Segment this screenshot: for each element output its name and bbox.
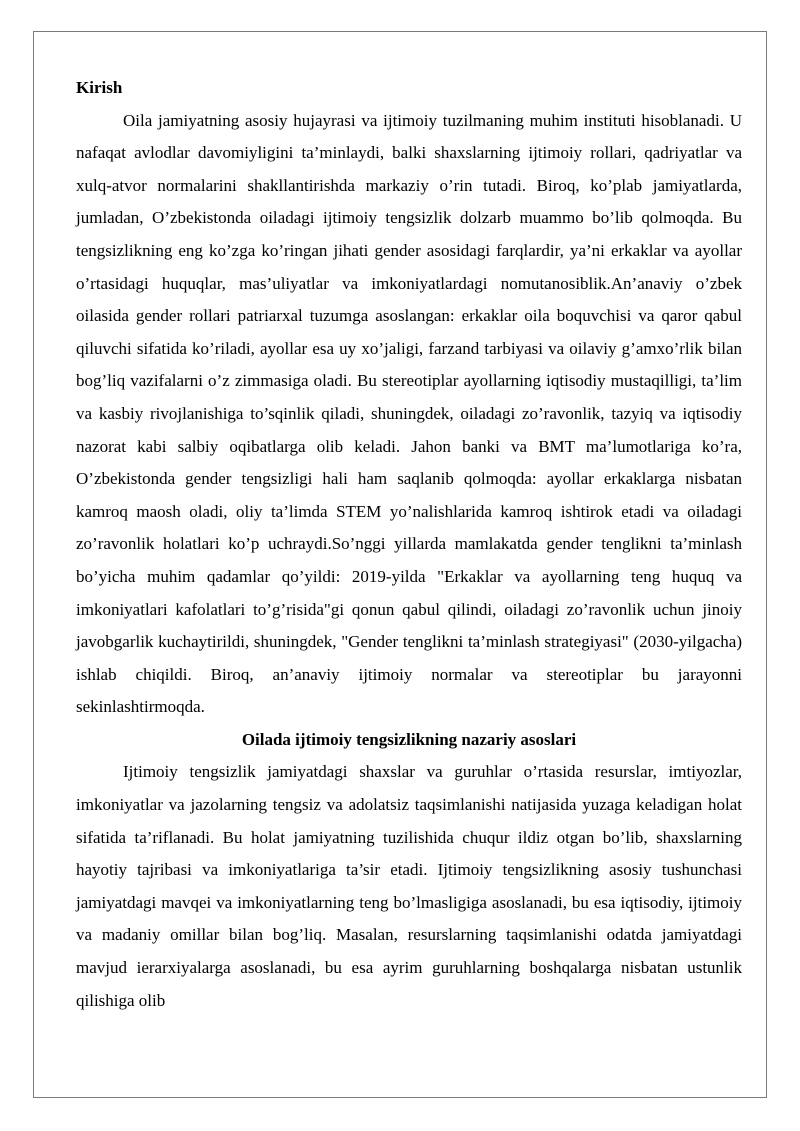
section-heading: Oilada ijtimoiy tengsizlikning nazariy asoslari: [241, 729, 577, 749]
intro-paragraph: Oila jamiyatning asosiy hujayrasi va ijtimoiy tuzilmaning muhim instituti hisoblanadi. U nafaqat avlodlar davomiyligini ta’minlaydi, balki shaxslarning ijtimoiy rollari, qadriyatlar va xulq-atvor normalarini shakllantirishda markaziy o’rin tutadi. Biroq, ko’plab jamiyatlarda, jumladan, O’zbekistonda oiladagi ijtimoiy tengsizlik dolzarb muammo bo’lib qolmoqda. Bu tengsizlikning eng ko’zga ko’ringan jihati gender asosidagi farqlardir, ya’ni erkaklar va ayollar o’rtasidagi huquqlar, mas’uliyatlar va imkoniyatlardagi nomutanosiblik.An’anaviy o’zbek oilasida gender rollari patriarxal tuzumga asoslangan: erkaklar oila boquvchisi va qaror qabul qiluvchi sifatida ko’riladi, ayollar esa uy xo’jaligi, farzand tarbiyasi va oilaviy g’amxo’rlik bilan bog’liq vazifalarni o’z zimmasiga oladi. Bu stereotiplar ayollarning iqtisodiy mustaqilligi, ta’lim va kasbiy rivojlanishiga to’sqinlik qiladi, shuningdek, oiladagi zo’ravonlik, tazyiq va iqtisodiy nazorat kabi salbiy oqibatlarga olib keladi. Jahon banki va BMT ma’lumotlariga ko’ra, O’zbekistonda gender tengsizligi hali ham saqlanib qolmoqda: ayollar erkaklarga nisbatan kamroq maosh oladi, oliy ta’limda STEM yo’nalishlarida kamroq ishtirok etadi va oiladagi zo’ravonlik holatlari ko’p uchraydi.So’nggi yillarda mamlakatda gender tenglikni ta’minlash bo’yicha muhim qadamlar qo’yildi: 2019-yilda "Erkaklar va ayollarning teng huquq va imkoniyatlari kafolatlari to’g’risida"gi qonun qabul qilindi, oiladagi zo’ravonlik uchun jinoiy javobgarlik kuchaytirildi, shuningdek, "Gender tenglikni ta’minlash strategiyasi" (2030-yilgacha) ishlab chiqildi. Biroq, an’anaviy ijtimoiy normalar va stereotiplar bu jarayonni sekinlashtirmoqda.: [76, 110, 742, 717]
document-body: [76, 72, 742, 1017]
intro-heading: Kirish: [76, 78, 123, 97]
section-paragraph: Ijtimoiy tengsizlik jamiyatdagi shaxslar va guruhlar o’rtasida resurslar, imtiyozlar, imkoniyatlar va jazolarning tengsiz va adolatsiz taqsimlanishi natijasida yuzaga keladigan holat sifatida ta’riflanadi. Bu holat jamiyatning tuzilishida chuqur ildiz otgan bo’lib, shaxslarning hayotiy tajribasi va imkoniyatlariga ta’sir etadi. Ijtimoiy tengsizlikning asosiy tushunchasi jamiyatdagi mavqei va imkoniyatlarning teng bo’lmasligiga asoslanadi, bu esa iqtisodiy, ijtimoiy va madaniy omillar bilan bog’liq. Masalan, resurslarning taqsimlanishi odatda jamiyatdagi mavjud ierarxiyalarga asoslanadi, bu esa ayrim guruhlarning boshqalarga nisbatan ustunlik qilishiga olib: [76, 762, 742, 1010]
